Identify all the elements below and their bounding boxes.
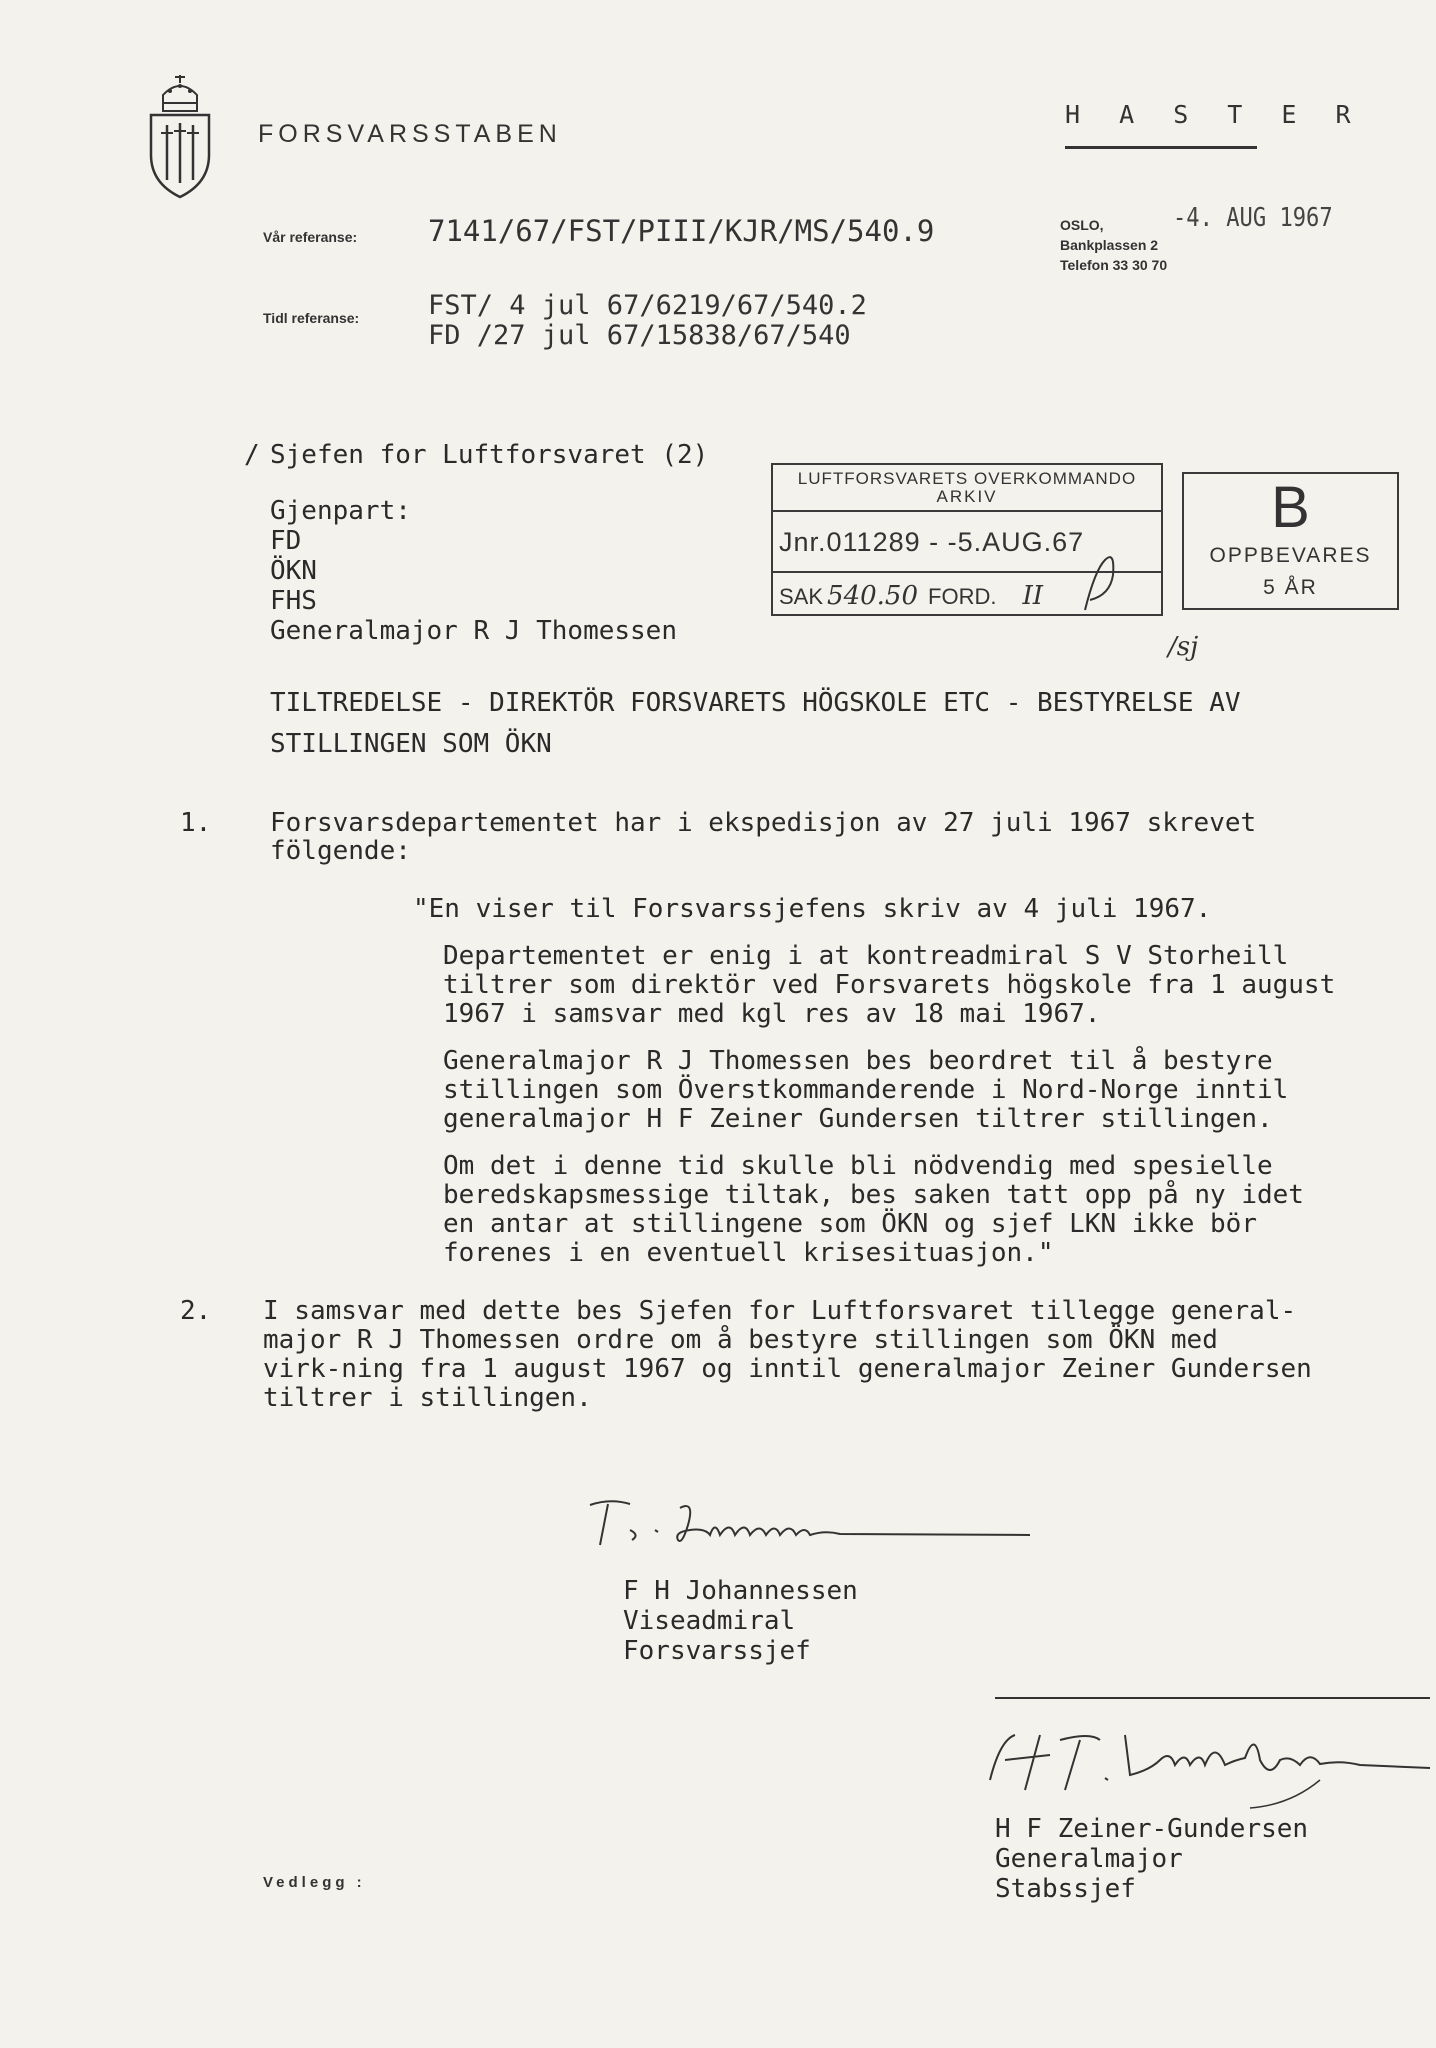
recipient-check-mark: / [244,440,260,470]
ford-value: II [1022,581,1044,611]
quote-opening: "En viser til Forsvarssjefens skriv av 4 juli 1967. [413,894,1212,924]
retention-letter: B [1271,475,1310,540]
quote-line: en antar at stillingene som ÖKN og sjef LKN ikke bör [443,1209,1257,1239]
signature-rule [995,1697,1430,1699]
quote-line: tiltrer som direktör ved Forsvarets högskole fra 1 august [443,970,1336,1000]
location-block [1060,215,1167,275]
paragraph2-line: I samsvar med dette bes Sjefen for Luftforsvaret tillegge general- [263,1296,1297,1326]
priority-label: H A S T E R [1065,100,1363,129]
subject-line1: TILTREDELSE - DIREKTÖR FORSVARETS HÖGSKOLE ETC - BESTYRELSE AV [270,688,1241,718]
signer1-rank: Viseadmiral [623,1606,796,1636]
quote-line: 1967 i samsvar med kgl res av 18 mai 1967. [443,999,1101,1029]
attachments-label: Vedlegg : [263,1874,366,1891]
quote-line: generalmajor H F Zeiner Gundersen tiltrer stillingen. [443,1104,1273,1134]
signer1-name: F H Johannessen [623,1576,858,1606]
primary-recipient: Sjefen for Luftforsvaret (2) [270,440,709,470]
signer2-title: Stabssjef [995,1874,1136,1904]
handwritten-signature-zeiner-gundersen [960,1720,1436,1810]
quote-line: stillingen som Överstkommanderende i Nord-Norge inntil [443,1075,1289,1105]
retention-stamp [1182,472,1399,610]
signer1-title: Forsvarssjef [623,1636,811,1666]
priority-underline [1065,146,1257,149]
date-stamp: -4. AUG 1967 [1173,203,1333,233]
journal-number: Jnr.011289 - -5.AUG.67 [779,527,1085,557]
copy-recipient: ÖKN [270,556,317,586]
ford-label: FORD. [928,584,997,609]
handwritten-signature-johannessen [570,1490,1040,1570]
city-label: OSLO, [1060,217,1104,233]
previous-reference-line2: FD /27 jul 67/15838/67/540 [428,320,851,351]
stamp-divider [773,510,1161,512]
address: Bankplassen 2 [1060,237,1159,253]
paragraph1-intro-line1: Forsvarsdepartementet har i ekspedisjon av 27 juli 1967 skrevet [270,808,1257,838]
copy-label: Gjenpart: [270,496,411,526]
retention-line1: OPPBEVARES [1209,544,1372,567]
quote-line: Generalmajor R J Thomessen bes beordret til å bestyre [443,1046,1273,1076]
previous-reference-label: Tidl referanse: [263,310,360,326]
paragraph2-line: major R J Thomessen ordre om å bestyre stillingen som ÖKN med [263,1325,1218,1355]
phone: Telefon 33 30 70 [1060,257,1168,273]
quote-line: beredskapsmessige tiltak, bes saken tatt opp på ny idet [443,1180,1304,1210]
paragraph-number: 2. [180,1296,212,1326]
copy-recipient: FD [270,526,302,556]
paragraph-number: 1. [180,808,212,838]
signer2-rank: Generalmajor [995,1844,1183,1874]
our-reference-label: Vår referanse: [263,229,358,245]
retention-line2: 5 ÅR [1263,576,1318,599]
subject-line2: STILLINGEN SOM ÖKN [270,729,552,759]
signer2-name: H F Zeiner-Gundersen [995,1814,1309,1844]
handwritten-initials: /sj [1168,632,1199,662]
paragraph1-intro-line2: fölgende: [270,836,411,866]
copy-recipient: FHS [270,586,317,616]
paragraph2-line: virk-ning fra 1 august 1967 og inntil generalmajor Zeiner Gundersen [263,1354,1312,1384]
case-number: 540.50 [827,581,919,611]
previous-reference-line1: FST/ 4 jul 67/6219/67/540.2 [428,290,867,321]
handwritten-mark [1075,540,1125,620]
archive-stamp-title: LUFTFORSVARETS OVERKOMMANDO [797,469,1137,488]
copy-recipient: Generalmajor R J Thomessen [270,616,677,646]
coat-of-arms-crest [145,75,215,200]
organization-name: FORSVARSSTABEN [258,120,562,148]
case-prefix: SAK [779,584,824,609]
paragraph2-line: tiltrer i stillingen. [263,1383,592,1413]
quote-line: forenes i en eventuell krisesituasjon." [443,1238,1054,1268]
quote-line: Departementet er enig i at kontreadmiral S V Storheill [443,941,1289,971]
archive-stamp-subtitle: ARKIV [936,487,998,506]
quote-line: Om det i denne tid skulle bli nödvendig med spesielle [443,1151,1273,1181]
our-reference-value: 7141/67/FST/PIII/KJR/MS/540.9 [428,214,935,248]
